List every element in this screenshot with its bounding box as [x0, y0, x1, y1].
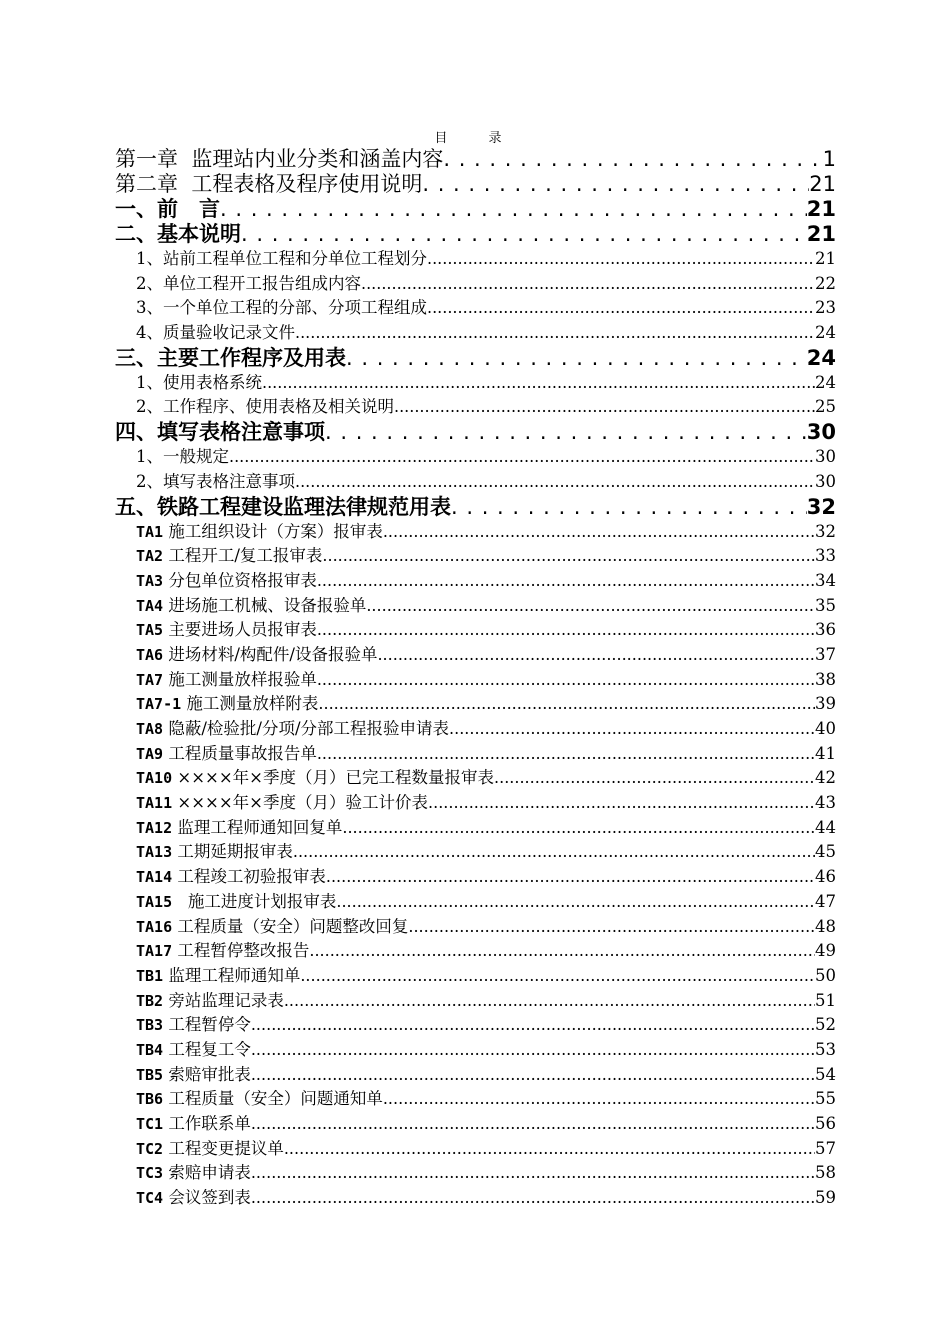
- dot-leader: [408, 915, 815, 940]
- dot-leader: [220, 197, 807, 222]
- toc-entry-text: 进场材料/构配件/设备报验单: [168, 644, 378, 664]
- toc-entry[interactable]: [0, 742, 950, 767]
- toc-entry[interactable]: [0, 840, 950, 865]
- toc-entry-label: [136, 1137, 284, 1162]
- dot-leader: [300, 964, 815, 989]
- dot-leader: [342, 816, 815, 841]
- toc-entry-page-number: 32: [815, 521, 836, 541]
- toc-entry-page-number: 30: [815, 471, 836, 491]
- toc-entry-text: 工程开工/复工报审表: [168, 546, 323, 566]
- toc-entry-text: 4、质量验收记录文件: [136, 323, 295, 343]
- toc-entry-code: TA8: [136, 720, 164, 738]
- dot-leader: [318, 692, 815, 717]
- toc-entry-page-number: 30: [815, 447, 836, 467]
- toc-entry-text: 监理工程师通知回复单: [177, 817, 343, 837]
- toc-entry[interactable]: [0, 964, 950, 989]
- dot-leader: [251, 1038, 815, 1063]
- toc-entry-label: [136, 594, 366, 619]
- toc-entry-code: TB5: [136, 1065, 164, 1084]
- toc-entry[interactable]: [0, 1087, 950, 1112]
- toc-entry-label: [136, 1186, 251, 1211]
- toc-entry-label: [136, 1063, 251, 1088]
- toc-heading-entry[interactable]: [0, 197, 950, 222]
- toc-entry-text: 1、一般规定: [136, 447, 229, 467]
- toc-entry-page-number: 21: [809, 172, 836, 196]
- toc-entry-label: [136, 964, 300, 989]
- toc-entry-code: TA13: [136, 843, 173, 862]
- toc-entry-page-number: 33: [815, 546, 836, 566]
- toc-entry[interactable]: [0, 569, 950, 594]
- dot-leader: [383, 520, 815, 545]
- toc-entry-code: TA5: [136, 621, 164, 640]
- toc-entry-label: [136, 544, 322, 569]
- toc-entry-page-number: 21: [806, 222, 836, 246]
- toc-entry[interactable]: [0, 272, 950, 297]
- toc-entry-text: 监理工程师通知单: [168, 965, 301, 985]
- toc-entry-label: [115, 197, 220, 222]
- toc-entry-page-number: 53: [815, 1039, 836, 1059]
- toc-entry[interactable]: [0, 544, 950, 569]
- toc-entry-label: [136, 791, 428, 816]
- toc-entry-label: [136, 816, 342, 841]
- toc-entry-label: [115, 420, 325, 445]
- toc-entry-label: [136, 371, 262, 396]
- toc-entry-text: 一、前 言: [115, 197, 220, 221]
- toc-entry[interactable]: [0, 643, 950, 668]
- dot-leader: [317, 569, 815, 594]
- toc-entry[interactable]: [0, 445, 950, 470]
- toc-entry-label: [136, 890, 336, 915]
- toc-entry[interactable]: [0, 939, 950, 964]
- toc-entry-label: [136, 742, 317, 767]
- toc-entry-page-number: 50: [815, 965, 836, 985]
- toc-entry-label: [136, 643, 377, 668]
- dot-leader: [326, 865, 815, 890]
- toc-entry-label: [136, 321, 295, 346]
- toc-entry-page-number: 21: [815, 249, 836, 268]
- toc-entry-text: 进场施工机械、设备报验单: [168, 595, 367, 615]
- toc-entry-code: TA6: [136, 645, 164, 664]
- toc-entry-code: TA4: [136, 596, 164, 615]
- toc-entry-label: [136, 1013, 251, 1038]
- toc-entry-page-number: 56: [815, 1114, 836, 1133]
- toc-entry-label: [136, 618, 317, 643]
- toc-entry-code: TC2: [136, 1139, 164, 1158]
- toc-entry-page-number: 35: [815, 595, 836, 615]
- toc-entry-page-number: 49: [815, 941, 836, 961]
- toc-entry-page-number: 39: [815, 694, 836, 714]
- dot-leader: [309, 939, 815, 964]
- dot-leader: [422, 172, 809, 197]
- toc-entry-text: 工作联系单: [168, 1114, 251, 1133]
- toc-entry-page-number: 43: [815, 793, 836, 813]
- toc-entry-page-number: 40: [815, 719, 836, 738]
- toc-entry-text: 主要进场人员报审表: [168, 620, 317, 640]
- toc-entry-text: 工程复工令: [168, 1039, 251, 1059]
- toc-entry[interactable]: [0, 395, 950, 420]
- toc-entry-code: TC1: [136, 1115, 164, 1133]
- toc-entry[interactable]: [0, 321, 950, 346]
- toc-entry-label: [136, 989, 284, 1014]
- toc-entry-label: [136, 272, 361, 297]
- toc-heading-entry[interactable]: [0, 172, 950, 197]
- dot-leader: [251, 1013, 815, 1038]
- toc-entry-page-number: 52: [815, 1015, 836, 1035]
- toc-entry-label: [136, 865, 326, 890]
- toc-entry-page-number: 47: [815, 891, 836, 911]
- toc-entry-label: [115, 346, 346, 371]
- toc-entry-label: [136, 915, 408, 940]
- toc-entry-page-number: 46: [815, 867, 836, 887]
- dot-leader: [229, 445, 815, 470]
- toc-entry-text: 旁站监理记录表: [168, 990, 284, 1010]
- toc-entry-page-number: 44: [815, 817, 836, 837]
- toc-entry-page-number: 45: [815, 842, 836, 862]
- toc-entry-label: [136, 692, 318, 717]
- toc-entry-page-number: 1: [822, 147, 836, 171]
- dot-leader: [322, 544, 815, 569]
- toc-entry[interactable]: [0, 371, 950, 396]
- toc-entry-code: TA15: [136, 892, 173, 911]
- toc-entry-text: 索赔申请表: [168, 1163, 251, 1183]
- toc-heading-entry[interactable]: [0, 346, 950, 371]
- toc-entry[interactable]: [0, 1038, 950, 1063]
- dot-leader: [449, 717, 815, 742]
- dot-leader: [377, 643, 815, 668]
- toc-entry[interactable]: [0, 296, 950, 321]
- toc-entry-code: TB3: [136, 1016, 164, 1035]
- toc-entry-text: 施工测量放样附表: [186, 694, 319, 714]
- toc-entry-text: 索赔审批表: [168, 1064, 251, 1084]
- dot-leader: [251, 1112, 815, 1137]
- toc-entry[interactable]: [0, 865, 950, 890]
- toc-entry-label: [136, 520, 383, 545]
- toc-entry-text: 工程质量（安全）问题整改回复: [177, 916, 409, 936]
- toc-title: 目 录: [434, 131, 516, 146]
- toc-entry-page-number: 32: [806, 494, 836, 519]
- toc-entry-label: [136, 939, 309, 964]
- toc-entry[interactable]: [0, 1013, 950, 1038]
- toc-entry-code: TA3: [136, 571, 164, 590]
- toc-entry[interactable]: [0, 717, 950, 742]
- toc-entry[interactable]: [0, 594, 950, 619]
- toc-entry-text: 第二章 工程表格及程序使用说明: [115, 172, 423, 196]
- toc-entry-page-number: 36: [815, 620, 836, 640]
- toc-entry-label: [136, 247, 427, 272]
- toc-entry-text: 二、基本说明: [115, 222, 241, 246]
- toc-heading-entry[interactable]: [0, 147, 950, 172]
- dot-leader: [241, 222, 807, 247]
- toc-entry-text: 3、一个单位工程的分部、分项工程组成: [136, 298, 427, 318]
- toc-entry-label: [136, 395, 394, 420]
- toc-entry-text: 工程暂停整改报告: [177, 941, 310, 961]
- toc-entry-code: TC3: [136, 1164, 164, 1183]
- dot-leader: [325, 420, 807, 445]
- toc-entry-text: 工期延期报审表: [177, 842, 293, 862]
- dot-leader: [451, 495, 807, 520]
- toc-entry[interactable]: [0, 247, 950, 272]
- toc-entry-label: [115, 172, 422, 197]
- toc-entry-label: [136, 766, 494, 791]
- dot-leader: [284, 989, 815, 1014]
- toc-entry-code: TB1: [136, 966, 164, 985]
- toc-entry-label: [136, 445, 229, 470]
- dot-leader: [295, 321, 815, 346]
- toc-entry-code: TA11: [136, 794, 173, 813]
- dot-leader: [317, 742, 815, 767]
- dot-leader: [317, 618, 815, 643]
- toc-entry-page-number: 22: [815, 273, 836, 293]
- toc-entry-code: TA9: [136, 744, 164, 763]
- toc-entry-text: 会议签到表: [168, 1188, 251, 1208]
- toc-entry[interactable]: [0, 915, 950, 940]
- dot-leader: [494, 766, 815, 791]
- toc-entry-page-number: 55: [815, 1089, 836, 1109]
- toc-heading-entry[interactable]: [0, 495, 950, 520]
- toc-entry-page-number: 51: [815, 990, 836, 1010]
- toc-entry[interactable]: [0, 1063, 950, 1088]
- toc-entry-text: 施工测量放样报验单: [168, 669, 317, 689]
- dot-leader: [251, 1186, 815, 1211]
- toc-entry-text: 第一章 监理站内业分类和涵盖内容: [115, 147, 444, 171]
- toc-entry-text: 工程竣工初验报审表: [177, 867, 326, 887]
- toc-entry-code: TA12: [136, 818, 173, 837]
- toc-entry-code: TA17: [136, 942, 173, 961]
- toc-entry-text: 工程变更提议单: [168, 1138, 284, 1158]
- toc-entry-code: TA14: [136, 868, 173, 887]
- toc-entry-text: 施工进度计划报审表: [177, 891, 337, 911]
- toc-entry-text: 2、单位工程开工报告组成内容: [136, 273, 361, 293]
- toc-entry[interactable]: [0, 890, 950, 915]
- toc-entry-label: [136, 1087, 383, 1112]
- toc-entry[interactable]: [0, 1112, 950, 1137]
- toc-heading-entry[interactable]: [0, 420, 950, 445]
- toc-entry-label: [136, 470, 295, 495]
- dot-leader: [428, 791, 815, 816]
- toc-entry-page-number: 48: [815, 916, 836, 936]
- toc-entry[interactable]: [0, 766, 950, 791]
- toc-heading-entry[interactable]: [0, 222, 950, 247]
- toc-entry-code: TA16: [136, 917, 173, 936]
- toc-entry-text: 工程暂停令: [168, 1015, 251, 1035]
- toc-entry-code: TB2: [136, 991, 164, 1010]
- dot-leader: [251, 1161, 815, 1186]
- toc-entry-text: 工程质量（安全）问题通知单: [168, 1089, 383, 1109]
- toc-entry-label: [115, 495, 451, 520]
- toc-entry-page-number: 34: [815, 570, 836, 590]
- dot-leader: [394, 395, 815, 420]
- toc-entry-page-number: 24: [815, 372, 836, 392]
- toc-entry-page-number: 25: [815, 397, 836, 417]
- toc-entry-code: TA1: [136, 522, 164, 541]
- toc-entry-text: 施工组织设计（方案）报审表: [168, 521, 383, 541]
- toc-entry-page-number: 38: [815, 669, 836, 689]
- toc-entry-page-number: 58: [815, 1163, 836, 1183]
- dot-leader: [317, 668, 815, 693]
- toc-entry-text: 五、铁路工程建设监理法律规范用表: [115, 494, 451, 519]
- toc-entry-code: TA2: [136, 547, 164, 566]
- dot-leader: [427, 247, 815, 272]
- toc-entry[interactable]: [0, 668, 950, 693]
- toc-entry-code: TB4: [136, 1040, 164, 1059]
- dot-leader: [361, 272, 815, 297]
- toc-entry-page-number: 42: [815, 768, 836, 788]
- toc-entry-page-number: 59: [815, 1188, 836, 1208]
- table-of-contents: [0, 147, 950, 1211]
- dot-leader: [443, 147, 822, 172]
- toc-entry-text: ××××年×季度（月）验工计价表: [177, 793, 429, 813]
- dot-leader: [383, 1087, 815, 1112]
- dot-leader: [366, 594, 815, 619]
- toc-entry-text: 四、填写表格注意事项: [115, 420, 325, 445]
- toc-entry[interactable]: [0, 791, 950, 816]
- toc-entry-text: 2、工作程序、使用表格及相关说明: [136, 397, 394, 417]
- toc-entry-text: 1、使用表格系统: [136, 372, 262, 392]
- toc-entry-text: 1、站前工程单位工程和分单位工程划分: [136, 249, 427, 268]
- toc-entry-label: [115, 222, 241, 247]
- toc-entry-page-number: 23: [815, 298, 836, 318]
- toc-entry-page-number: 57: [815, 1138, 836, 1158]
- toc-entry-page-number: 54: [815, 1064, 836, 1084]
- toc-entry[interactable]: [0, 692, 950, 717]
- toc-entry-code: TA7-1: [136, 695, 182, 714]
- toc-entry-label: [136, 1112, 251, 1137]
- toc-entry-page-number: 21: [806, 197, 836, 221]
- toc-entry-code: TB6: [136, 1090, 164, 1109]
- toc-entry-text: ××××年×季度（月）已完工程数量报审表: [177, 768, 495, 788]
- dot-leader: [427, 296, 815, 321]
- dot-leader: [284, 1137, 815, 1162]
- toc-entry-label: [136, 717, 449, 742]
- toc-entry-page-number: 24: [815, 323, 836, 343]
- toc-entry-page-number: 37: [815, 644, 836, 664]
- toc-entry-page-number: 41: [815, 743, 836, 763]
- toc-entry[interactable]: [0, 618, 950, 643]
- toc-entry-page-number: 24: [806, 345, 836, 370]
- toc-entry-text: 隐蔽/检验批/分项/分部工程报验申请表: [168, 719, 450, 738]
- toc-entry[interactable]: [0, 1161, 950, 1186]
- toc-entry[interactable]: [0, 1137, 950, 1162]
- toc-entry-label: [115, 147, 443, 172]
- toc-entry-code: TA10: [136, 769, 173, 788]
- toc-entry-code: TA7: [136, 670, 164, 689]
- toc-entry-code: TC4: [136, 1189, 164, 1208]
- toc-entry-text: 工程质量事故报告单: [168, 743, 317, 763]
- toc-entry[interactable]: [0, 989, 950, 1014]
- dot-leader: [262, 371, 815, 396]
- toc-entry[interactable]: [0, 520, 950, 545]
- toc-entry-label: [136, 840, 293, 865]
- toc-entry[interactable]: [0, 470, 950, 495]
- toc-entry[interactable]: [0, 816, 950, 841]
- toc-entry-text: 2、填写表格注意事项: [136, 471, 295, 491]
- dot-leader: [336, 890, 815, 915]
- dot-leader: [251, 1063, 815, 1088]
- toc-entry-page-number: 30: [806, 420, 836, 445]
- toc-entry-label: [136, 668, 317, 693]
- dot-leader: [295, 470, 815, 495]
- toc-entry[interactable]: [0, 1186, 950, 1211]
- dot-leader: [346, 346, 807, 371]
- toc-entry-label: [136, 1161, 251, 1186]
- dot-leader: [293, 840, 815, 865]
- toc-entry-text: 分包单位资格报审表: [168, 570, 317, 590]
- toc-entry-label: [136, 569, 317, 594]
- toc-entry-text: 三、主要工作程序及用表: [115, 345, 346, 370]
- toc-entry-label: [136, 296, 427, 321]
- toc-entry-label: [136, 1038, 251, 1063]
